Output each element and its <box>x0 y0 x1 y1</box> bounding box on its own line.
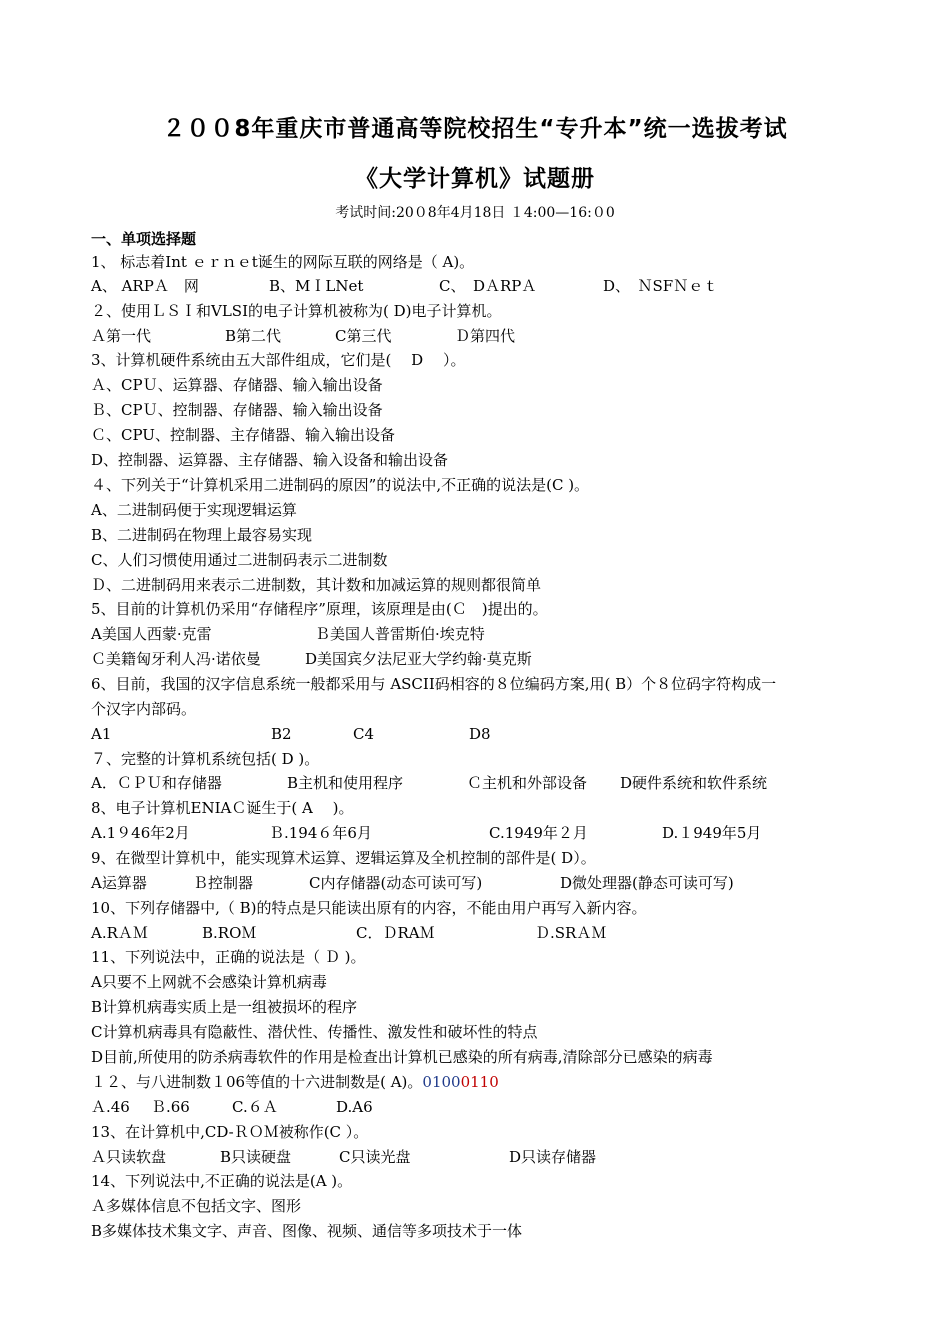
question-12 <box>91 1070 499 1095</box>
option-d: Ｄ第四代 <box>455 327 516 345</box>
option-a: Ａ.46 <box>91 1098 130 1116</box>
option-c: C．ＤRAＭ <box>356 924 435 942</box>
option-a: A运算器 <box>91 874 147 892</box>
question-14-option-a: Ａ多媒体信息不包括文字、图形 <box>91 1197 302 1215</box>
option-a: A.RＡＭ <box>91 924 148 942</box>
option-b: Ｂ.66 <box>151 1098 190 1116</box>
option-d: D.A6 <box>336 1098 373 1116</box>
option-c: Ｃ美籍匈牙利人冯·诺依曼 <box>91 650 261 668</box>
question-13-options <box>91 1145 871 1170</box>
option-a: A、 ARPＡ 网 <box>91 277 199 295</box>
option-c: C第三代 <box>335 327 392 345</box>
question-1: 1、 标志着Int ｅｒｎｅt诞生的网际互联的网络是（ A)。 <box>91 253 475 271</box>
question-6-line-2: 个汉字内部码。 <box>91 700 197 718</box>
question-13: 13、在计算机中,CD-ＲＯＭ被称作(C ）。 <box>91 1123 369 1141</box>
option-b: B2 <box>271 725 292 743</box>
question-5: 5、目前的计算机仍采用“存储程序”原理，该原理是由(Ｃ )提出的。 <box>91 600 548 618</box>
option-d: D微处理器(静态可读可写) <box>560 874 734 892</box>
option-a: Ａ第一代 <box>91 327 152 345</box>
option-c: Ｃ主机和外部设备 <box>467 774 588 792</box>
question-2: ２、使用ＬＳＩ和VLSI的电子计算机被称为( D)电子计算机。 <box>91 302 502 320</box>
option-b: Ｂ控制器 <box>193 874 254 892</box>
question-3: 3、计算机硬件系统由五大部件组成，它们是( D ）。 <box>91 351 466 369</box>
option-b: Ｂ美国人普雷斯伯·埃克特 <box>315 625 485 643</box>
question-8: 8、电子计算机ENIAＣ诞生于( A )。 <box>91 799 354 817</box>
option-d: Ｄ.SRＡＭ <box>535 924 607 942</box>
binary-note-blue: 0100 <box>422 1073 461 1091</box>
question-7-options <box>91 771 871 796</box>
question-3-option-d: D、控制器、运算器、主存储器、输入设备和输出设备 <box>91 451 449 469</box>
question-5-options-ab <box>91 622 871 647</box>
option-c: C、 DＡRPＡ <box>439 277 537 295</box>
option-a: A美国人西蒙·克雷 <box>91 625 212 643</box>
option-d: D硬件系统和软件系统 <box>620 774 768 792</box>
question-11-option-c: C计算机病毒具有隐蔽性、潜伏性、传播性、激发性和破坏性的特点 <box>91 1023 538 1041</box>
question-2-options <box>91 324 871 349</box>
option-a: A1 <box>91 725 112 743</box>
option-c: C.６Ａ <box>232 1098 278 1116</box>
question-1-options <box>91 274 871 299</box>
question-9: 9、在微型计算机中，能实现算术运算、逻辑运算及全机控制的部件是( D）。 <box>91 849 596 867</box>
question-3-option-b: Ｂ、CPＵ、控制器、存储器、输入输出设备 <box>91 401 383 419</box>
question-7: ７、完整的计算机系统包括( D )。 <box>91 750 320 768</box>
option-b: B、MＩLNet <box>269 277 364 295</box>
option-d: D8 <box>469 725 491 743</box>
question-6-line-1: 6、目前，我国的汉字信息系统一般都采用与 ASCII码相容的８位编码方案,用( B）个８位码字符构成一 <box>91 675 777 693</box>
binary-note-red: 0110 <box>460 1073 499 1091</box>
question-3-option-a: Ａ、CPＵ、运算器、存储器、输入输出设备 <box>91 376 383 394</box>
option-b: B.ROＭ <box>202 924 257 942</box>
question-11-option-a: A只要不上网就不会感染计算机病毒 <box>91 973 327 991</box>
question-14: 14、下列说法中,不正确的说法是(A )。 <box>91 1172 353 1190</box>
option-d: D、 ＮSFＮｅｔ <box>603 277 719 295</box>
question-4-option-b: B、二进制码在物理上最容易实现 <box>91 526 313 544</box>
option-a: Ａ只读软盘 <box>91 1148 167 1166</box>
option-b: B主机和使用程序 <box>287 774 404 792</box>
question-4-option-c: C、人们习惯使用通过二进制码表示二进制数 <box>91 551 388 569</box>
option-d: D美国宾夕法尼亚大学约翰·莫克斯 <box>305 650 532 668</box>
option-c: C内存储器(动态可读可写) <box>309 874 483 892</box>
option-c: C4 <box>353 725 375 743</box>
question-3-option-c: Ｃ、CPU、控制器、主存储器、输入输出设备 <box>91 426 395 444</box>
option-a: A．ＣＰＵ和存储器 <box>91 774 222 792</box>
option-b: Ｂ.194６年6月 <box>269 824 372 842</box>
question-4: ４、下列关于“计算机采用二进制码的原因”的说法中,不正确的说法是(C )。 <box>91 476 590 494</box>
option-d: D.１949年5月 <box>662 824 762 842</box>
question-4-option-a: A、二进制码便于实现逻辑运算 <box>91 501 297 519</box>
option-b: B只读硬盘 <box>220 1148 292 1166</box>
option-a: A.1９46年2月 <box>91 824 190 842</box>
question-10: 10、下列存储器中,（ B)的特点是只能读出原有的内容，不能由用户再写入新内容。 <box>91 899 647 917</box>
option-b: B第二代 <box>225 327 282 345</box>
question-12-text: １２、与八进制数１06等值的十六进制数是( A)。 <box>91 1073 423 1091</box>
question-9-options <box>91 871 871 896</box>
question-11: 11、下列说法中，正确的说法是（ Ｄ )。 <box>91 948 366 966</box>
question-11-option-b: B计算机病毒实质上是一组被损坏的程序 <box>91 998 358 1016</box>
exam-subtitle: 《大学计算机》试题册 <box>355 166 595 192</box>
exam-title: ２００8年重庆市普通高等院校招生“专升本”统一选拔考试 <box>162 116 788 142</box>
option-c: C.1949年２月 <box>489 824 588 842</box>
question-6-options <box>91 722 871 747</box>
question-4-option-d: Ｄ、二进制码用来表示二进制数，其计数和加减运算的规则都很简单 <box>91 576 542 594</box>
option-d: D只读存储器 <box>509 1148 597 1166</box>
question-12-options <box>91 1095 871 1120</box>
question-8-options <box>91 821 871 846</box>
exam-time: 考试时间:20０8年4月18日 １4:00—16:０0 <box>335 205 615 221</box>
question-5-options-cd <box>91 647 871 672</box>
question-14-option-b: B多媒体技术集文字、声音、图像、视频、通信等多项技术于一体 <box>91 1222 523 1240</box>
option-c: C只读光盘 <box>339 1148 411 1166</box>
question-10-options <box>91 921 871 946</box>
section-heading: 一、单项选择题 <box>91 230 197 248</box>
question-11-option-d: D目前,所使用的防杀病毒软件的作用是检查出计算机已感染的所有病毒,清除部分已感染的病毒 <box>91 1048 713 1066</box>
